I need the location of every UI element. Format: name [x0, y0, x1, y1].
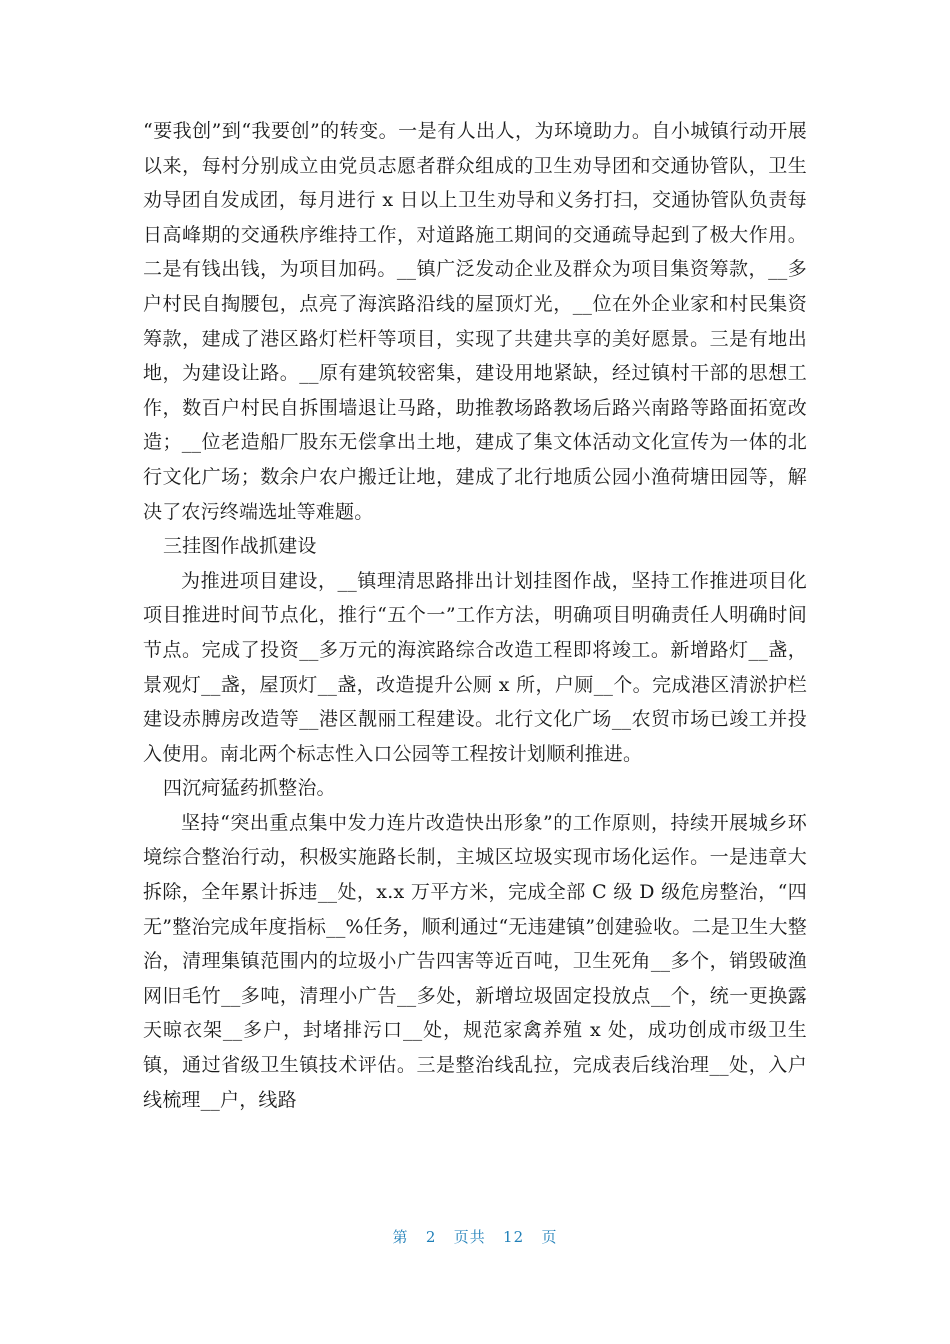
section-heading-3: 三挂图作战抓建设 [162, 535, 317, 558]
footer-label-of: 页共 [453, 1228, 486, 1246]
footer-total-pages: 12 [503, 1228, 525, 1246]
paragraph-2: 为推进项目建设，__镇理清思路排出计划挂图作战，坚持工作推进项目化项目推进时间节点化，推行“五个一”工作方法，明确项目明确责任人明确时间节点。完成了投资__多万元的海滨路综合改造工程即将竣工。新增路灯__盏，景观灯__盏，屋顶灯__盏，改造提升公厕 x 所，户厕__个。完成港区清淤护栏建设赤膊房改造等__港区靓丽工程建设。北行文化广场__农贸市场已竣工并投入使用。南北两个标志性入口公园等工程按计划顺利推进。 [143, 569, 807, 765]
page-footer [0, 1226, 950, 1247]
footer-label-end: 页 [541, 1228, 558, 1246]
paragraph-1: “要我创”到“我要创”的转变。一是有人出人，为环境助力。自小城镇行动开展以来，每村分别成立由党员志愿者群众组成的卫生劝导团和交通协管队，卫生劝导团自发成团，每月进行 x 日以上卫生劝导和义务打扫，交通协管队负责每日高峰期的交通秩序维持工作，对道路施工期间的交通疏导起到了极大作用。二是有钱出钱，为项目加码。__镇广泛发动企业及群众为项目集资筹款，__多户村民自掏腰包，点亮了海滨路沿线的屋顶灯光，__位在外企业家和村民集资筹款，建成了港区路灯栏杆等项目，实现了共建共享的美好愿景。三是有地出地，为建设让路。__原有建筑较密集，建设用地紧缺，经过镇村干部的思想工作，数百户村民自拆围墙退让马路，助推教场路教场后路兴南路等路面拓宽改造；__位老造船厂股东无偿拿出土地，建成了集文体活动文化宣传为一体的北行文化广场；数余户农户搬迁让地，建成了北行地质公园小渔荷塘田园等，解决了农污终端选址等难题。 [143, 120, 807, 523]
footer-label-page: 第 [392, 1228, 409, 1246]
section-heading-4: 四沉疴猛药抓整治。 [162, 777, 336, 800]
footer-current-page: 2 [425, 1228, 437, 1246]
paragraph-3: 坚持“突出重点集中发力连片改造快出形象”的工作原则，持续开展城乡环境综合整治行动，积极实施路长制，主城区垃圾实现市场化运作。一是违章大拆除，全年累计拆违__处，x.x 万平方米，完成全部 C 级 D 级危房整治，“四无”整治完成年度指标__%任务，顺利通过“无违建镇”创建验收。二是卫生大整治，清理集镇范围内的垃圾小广告四害等近百吨，卫生死角__多个，销毁破渔网旧毛竹__多吨，清理小广告__多处，新增垃圾固定投放点__个，统一更换露天晾衣架__多户，封堵排污口__处，规范家禽养殖 x 处，成功创成市级卫生镇，通过省级卫生镇技术评估。三是整治线乱拉，完成表后线治理__处，入户线梳理__户，线路 [143, 811, 807, 1111]
document-body [143, 114, 807, 1117]
